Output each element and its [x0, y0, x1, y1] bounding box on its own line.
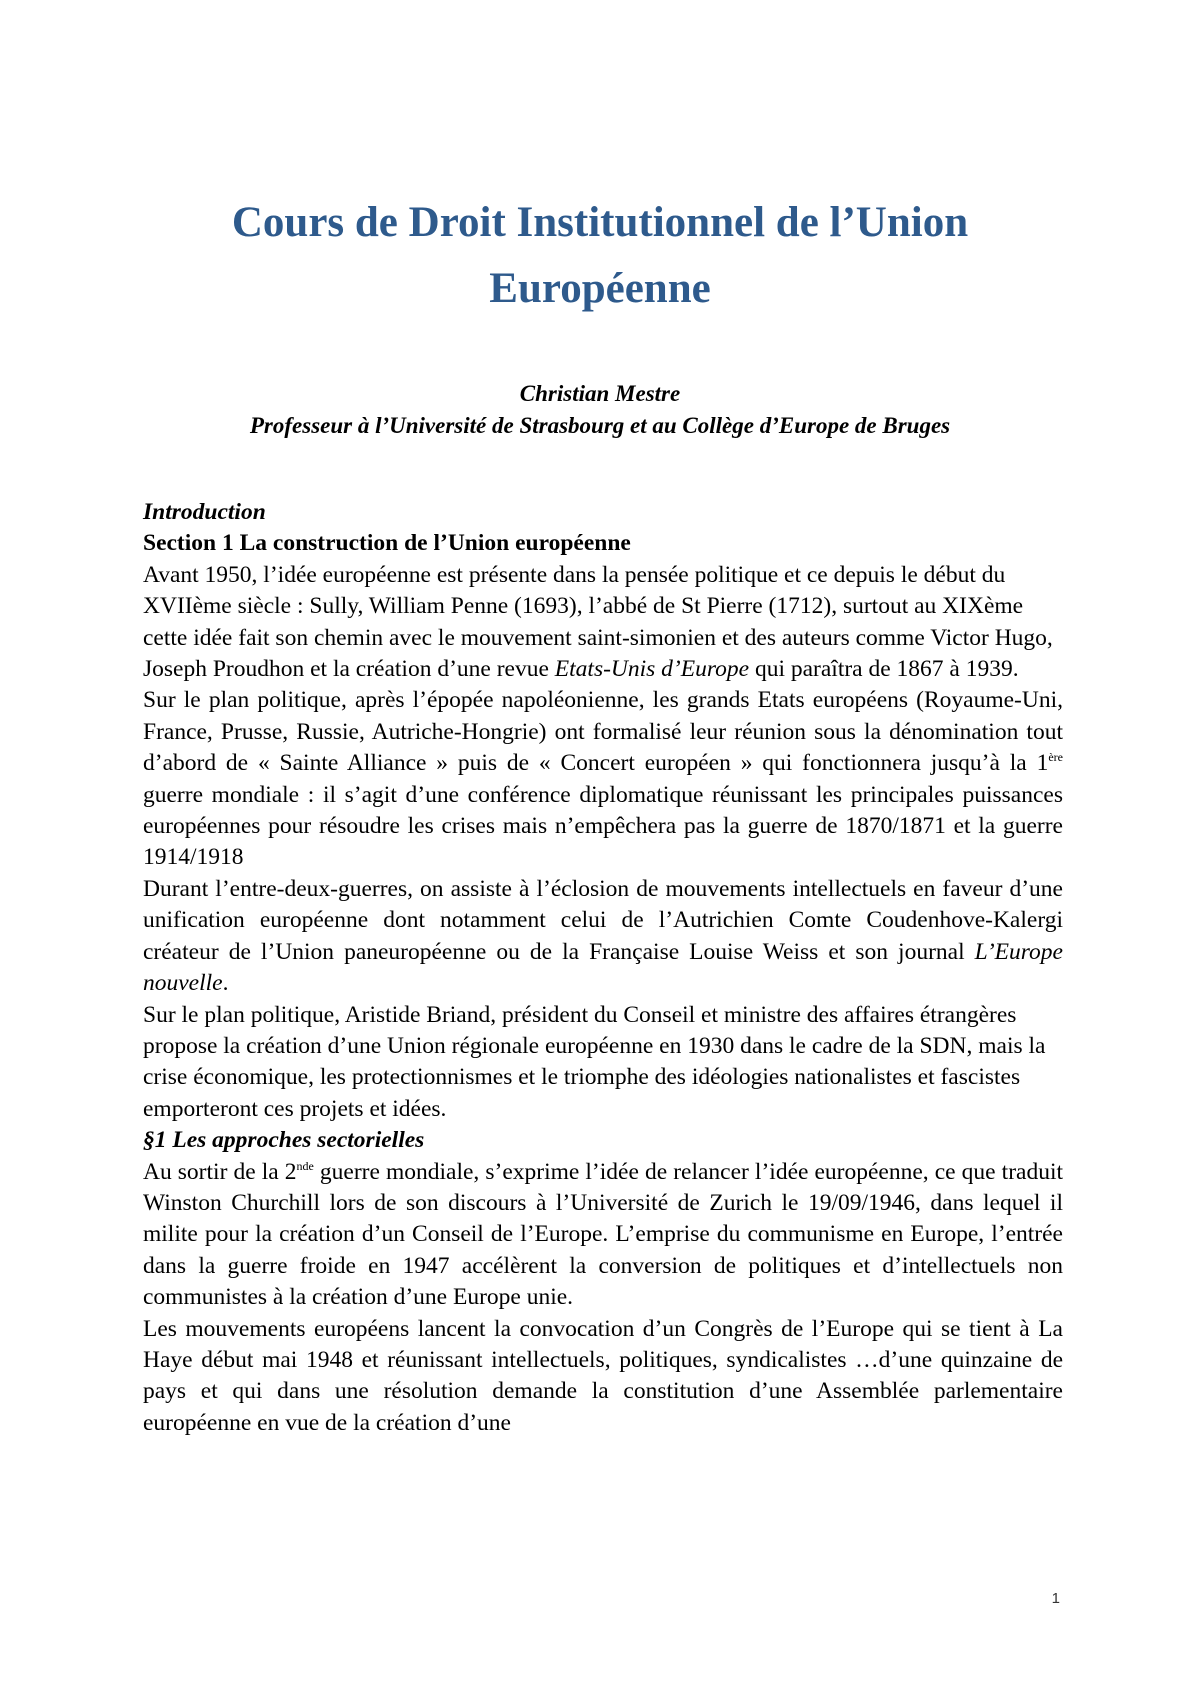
paragraph-6: Les mouvements européens lancent la convocation d’un Congrès de l’Europe qui se tient à La Haye début mai 1948 et réunissant intellectuels, politiques, syndicalistes …d’une quinzaine de pays et qui dans une résolution demande la constitution d’une Assemblée parlementaire européenne en vue de la création d’une — [143, 1315, 1063, 1436]
title-line-2: Européenne — [489, 265, 711, 312]
title-line-1: Cours de Droit Institutionnel de l’Union — [231, 199, 969, 246]
author-affiliation: Professeur à l’Université de Strasbourg et au Collège d’Europe de Bruges — [249, 413, 951, 438]
document-title — [130, 190, 1070, 322]
subsection-heading: §1 Les approches sectorielles — [143, 1127, 425, 1154]
document-body — [143, 497, 1063, 1439]
intro-heading: Introduction — [143, 499, 266, 525]
section-heading: Section 1 La construction de l’Union européenne — [143, 530, 631, 557]
author-name: Christian Mestre — [519, 381, 681, 406]
paragraph-3: Durant l’entre-deux-guerres, on assiste à l’éclosion de mouvements intellectuels en faveur d’une unification européenne dont notamment celui de l’Autrichien Comte Coudenhove-Kalergi créateur de l’Union paneuropéenne ou de la Française Louise Weiss et son journal L’Europe nouvelle. — [143, 875, 1063, 997]
superscript-nde: nde — [296, 1158, 314, 1173]
paragraph-4: Sur le plan politique, Aristide Briand, président du Conseil et ministre des affaires étrangères propose la création d’une Union régionale européenne en 1930 dans le cadre de la SDN, mais la crise économique, les protectionnismes et le triomphe des idéologies nationalistes et fascistes emporteront ces projets et idées. — [143, 1001, 1046, 1122]
paragraph-2: Sur le plan politique, après l’épopée napoléonienne, les grands Etats européens (Royaume-Uni, France, Prusse, Russie, Autriche-Hongrie) ont formalisé leur réunion sous la dénomination tout d’abord de « Sainte Alliance » puis de « Concert européen » qui fonctionnera jusqu’à la 1ère guerre mondiale : il s’agit d’une conférence diplomatique réunissant les principales puissances européennes pour résoudre les crises mais n’empêchera pas la guerre de 1870/1871 et la guerre 1914/1918 — [143, 687, 1063, 871]
paragraph-1: Avant 1950, l’idée européenne est présente dans la pensée politique et ce depuis le début du XVIIème siècle : Sully, William Penne (1693), l’abbé de St Pierre (1712), surtout au XIXème cette idée fait son chemin avec le mouvement saint-simonien et des auteurs comme Victor Hugo, Joseph Proudhon et la création d’une revue Etats-Unis d’Europe qui paraîtra de 1867 à 1939. — [143, 561, 1053, 683]
italic-title-etats-unis: Etats-Unis d’Europe — [554, 656, 750, 683]
page-number: 1 — [1051, 1590, 1060, 1607]
paragraph-5: Au sortir de la 2nde guerre mondiale, s’exprime l’idée de relancer l’idée européenne, ce que traduit Winston Churchill lors de son discours à l’Université de Zurich le 19/09/1946, dans lequel il milite pour la création d’un Conseil de l’Europe. L’emprise du communisme en Europe, l’entrée dans la guerre froide en 1947 accélèrent la conversion de politiques et d’intellectuels non communistes à la création d’une Europe unie. — [143, 1158, 1064, 1311]
author-block — [130, 378, 1070, 442]
superscript-ere: ère — [1048, 750, 1063, 765]
italic-title-europe-nouvelle: L’Europe nouvelle — [143, 938, 1063, 997]
